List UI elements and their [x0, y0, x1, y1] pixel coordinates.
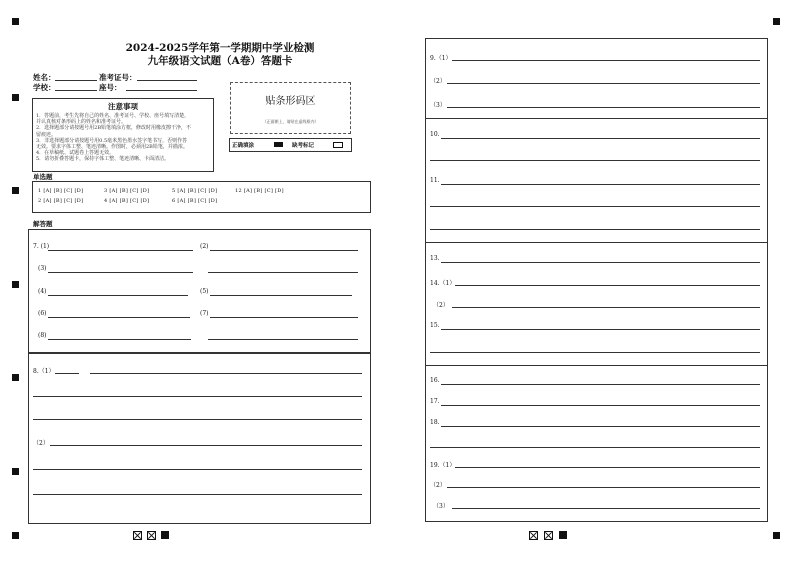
q7-7-line[interactable] [210, 317, 358, 318]
q7-5-label: (5) [200, 288, 209, 295]
choice-section-title: 单选题 [33, 173, 53, 181]
seat-label: 座号： [99, 83, 122, 92]
q8-answer-line[interactable] [33, 469, 362, 470]
q19-3-line[interactable] [452, 508, 760, 509]
q7-2-label: (2) [200, 243, 209, 250]
choice-q3[interactable]: 3 [A] [B] [C] [D] [104, 188, 150, 194]
timing-mark [773, 532, 780, 539]
right-answer-area [425, 38, 768, 522]
q9-2-line[interactable] [447, 83, 760, 84]
q7-3b-line[interactable] [208, 272, 358, 273]
q8-1-label: 8.（1） [33, 368, 55, 375]
timing-mark [12, 18, 19, 25]
choice-q4[interactable]: 4 [A] [B] [C] [D] [104, 198, 150, 204]
q18-line[interactable] [441, 426, 760, 427]
q9-3-label: （3） [430, 102, 446, 109]
q10-label: 10. [430, 131, 440, 138]
q7-3-label: (3) [38, 265, 47, 272]
notes-line: 1．答题前，考生先将自己的姓名、准考证号、学校、座号填写清楚， [36, 113, 190, 119]
q17-label: 17. [430, 398, 440, 405]
timing-mark [12, 374, 19, 381]
ticket-field[interactable] [137, 80, 197, 81]
divider [425, 118, 767, 119]
barcode-hint: （正面朝上，请贴在虚线框内） [262, 119, 319, 124]
notes-line: 5．请勿折叠答题卡，保持字体工整、笔迹清晰、卡面清洁。 [36, 156, 170, 163]
notes-line: 2．选择题部分请按题号用2B铅笔填涂方框，修改时用橡皮擦干净，不 [36, 125, 192, 132]
q13-label: 13. [430, 255, 440, 262]
q15-line[interactable] [430, 352, 760, 353]
page-mark-x [529, 531, 538, 540]
exam-subtitle: 九年级语文试题（A卷）答题卡 [147, 55, 293, 67]
school-label: 学校： [33, 83, 56, 92]
page-mark-x [544, 531, 553, 540]
choice-q12[interactable]: 12 [A] [B] [C] [D] [235, 188, 284, 194]
q16-line[interactable] [441, 384, 760, 385]
page-mark-x [147, 531, 156, 540]
school-field[interactable] [55, 90, 97, 91]
notes-line: 并认真核对条形码上的姓名和准考证号。 [36, 119, 127, 126]
barcode-area [230, 82, 351, 134]
q7-7-label: (7) [200, 310, 209, 317]
divider [425, 242, 767, 243]
q9-3-line[interactable] [447, 107, 760, 108]
q7-6-label: (6) [38, 310, 47, 317]
notes-box [32, 98, 214, 172]
q7-6-line[interactable] [48, 317, 190, 318]
q7-8-label: (8) [38, 332, 47, 339]
q9-1-line[interactable] [452, 60, 760, 61]
q8-1-line[interactable] [90, 373, 362, 374]
q7-2-line[interactable] [210, 250, 358, 251]
q8-2-line[interactable] [50, 445, 362, 446]
q7-1-label: 7. (1) [33, 243, 50, 250]
q8-answer-line[interactable] [33, 494, 362, 495]
q7-1-line[interactable] [48, 250, 193, 251]
q7-4-label: (4) [38, 288, 47, 295]
q14-2-line[interactable] [452, 307, 760, 308]
missing-mark-box[interactable] [333, 142, 343, 148]
q9-1-label: 9.（1） [430, 55, 452, 62]
q7-8-line[interactable] [48, 339, 191, 340]
notes-line: 4．在草稿纸、试题卷上答题无效。 [36, 150, 115, 157]
choice-q6[interactable]: 6 [A] [B] [C] [D] [172, 198, 218, 204]
timing-mark [773, 18, 780, 25]
q15-line[interactable] [441, 329, 760, 330]
barcode-label: 贴条形码区 [265, 96, 316, 107]
q18-label: 18. [430, 419, 440, 426]
timing-mark [12, 532, 19, 539]
q11-line[interactable] [441, 184, 760, 185]
choice-q2[interactable]: 2 [A] [B] [C] [D] [38, 198, 84, 204]
q11-line[interactable] [430, 206, 760, 207]
q17-line[interactable] [441, 405, 760, 406]
timing-mark [12, 94, 19, 101]
q9-2-label: （2） [430, 78, 446, 85]
timing-mark [12, 187, 19, 194]
name-label: 姓名： [33, 73, 56, 82]
q19-1-label: 19.（1） [430, 462, 456, 469]
q19-2-line[interactable] [447, 487, 760, 488]
q8-2-label: （2） [33, 440, 49, 447]
ticket-label: 准考证号： [99, 73, 137, 82]
fill-example [229, 138, 352, 152]
exam-title: 2024-2025学年第一学期期中学业检测 [125, 42, 315, 54]
notes-line: 留痕迹。 [36, 131, 57, 138]
q7-3-line[interactable] [48, 272, 193, 273]
q8-1-short-line[interactable] [55, 373, 79, 374]
q7-4-line[interactable] [48, 295, 188, 296]
q10-line[interactable] [441, 138, 760, 139]
notes-line: 3．非选择题部分请按题号用0.5毫米黑色墨水签字笔书写，否则作答 [36, 137, 188, 144]
correct-fill-sample [274, 142, 283, 147]
q14-1-line[interactable] [455, 285, 760, 286]
q11-label: 11. [430, 177, 440, 184]
q16-label: 16. [430, 377, 440, 384]
notes-title: 注意事项 [108, 102, 138, 111]
q10-line[interactable] [430, 160, 760, 161]
choice-box [32, 181, 371, 213]
q19-1-line[interactable] [455, 467, 760, 468]
q15-label: 15. [430, 322, 440, 329]
q11-line[interactable] [430, 229, 760, 230]
page-mark-x [133, 531, 142, 540]
choice-q1[interactable]: 1 [A] [B] [C] [D] [38, 188, 84, 194]
q13-line[interactable] [441, 262, 760, 263]
q19-2-label: （2） [430, 482, 446, 489]
timing-mark [12, 468, 19, 475]
notes-text [33, 112, 213, 164]
q19-3-label: （3） [433, 503, 449, 510]
divider [425, 365, 767, 366]
answer-section-title: 解答题 [33, 220, 53, 228]
seat-field[interactable] [126, 90, 197, 91]
page-mark-solid [161, 531, 169, 539]
q18-line[interactable] [430, 447, 760, 448]
correct-fill-label: 正确填涂 [232, 143, 255, 149]
q14-1-label: 14.（1） [430, 280, 456, 287]
q7-5-line[interactable] [210, 295, 352, 296]
notes-line: 无效。要求字体工整、笔迹清晰。作图时，必须用2B铅笔，并描浓。 [36, 144, 188, 151]
name-field[interactable] [55, 80, 97, 81]
q14-2-label: （2） [433, 302, 449, 309]
q8-answer-line[interactable] [33, 419, 362, 420]
choice-q5[interactable]: 5 [A] [B] [C] [D] [172, 188, 218, 194]
q8-box [28, 352, 371, 524]
q7-8b-line[interactable] [208, 339, 358, 340]
timing-mark [12, 281, 19, 288]
missing-mark-label: 缺考标记 [292, 143, 315, 149]
page-mark-solid [559, 531, 567, 539]
q8-answer-line[interactable] [33, 396, 362, 397]
